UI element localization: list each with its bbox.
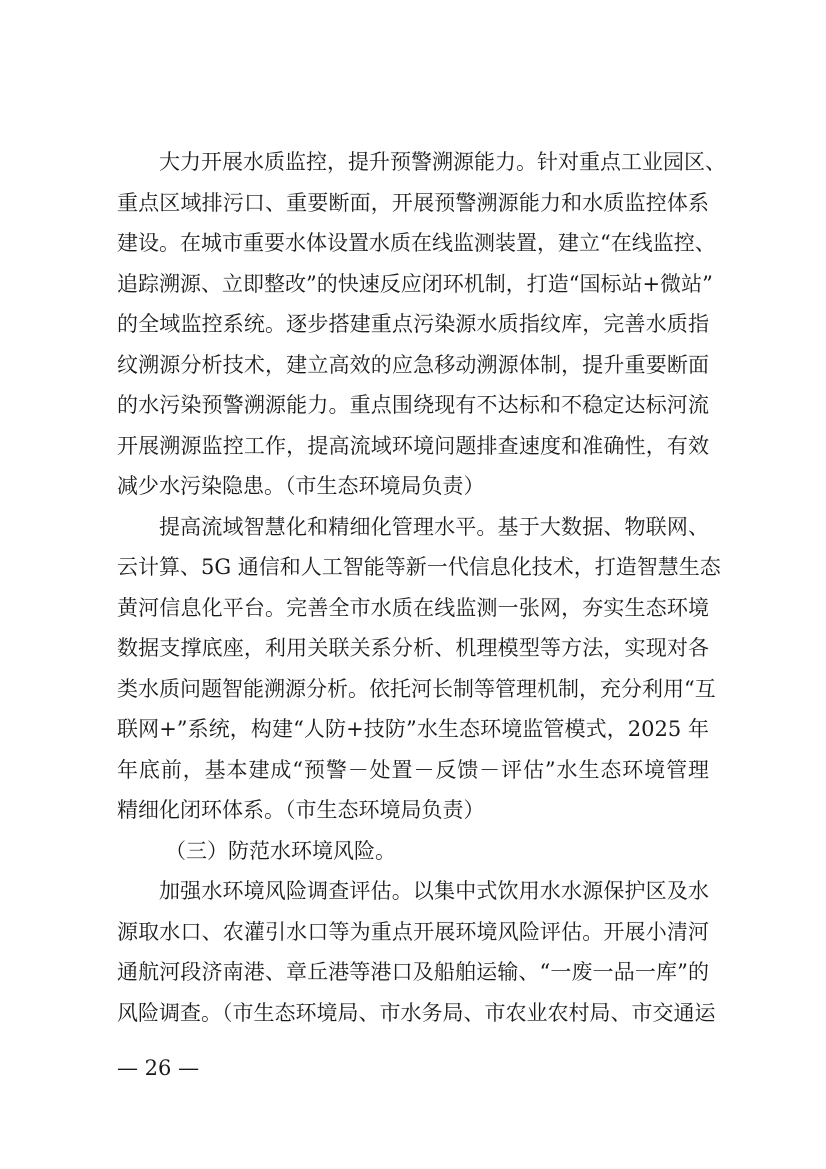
section-heading: （三）防范水环境风险。 <box>165 838 396 863</box>
paragraph-line: 追踪溯源、立即整改”的快速反应闭环机制，打造“国标站+微站” <box>117 271 713 296</box>
paragraph-line: 联网+”系统，构建“人防+技防”水生态环境监管模式，2025 年 <box>117 717 709 741</box>
paragraph-line: 建设。在城市重要水体设置水质在线监测装置，建立“在线监控、 <box>117 231 716 255</box>
paragraph-line: 大力开展水质监控，提升预警溯源能力。针对重点工业园区、 <box>159 150 726 174</box>
paragraph-line: 云计算、5G 通信和人工智能等新一代信息化技术，打造智慧生态 <box>117 555 721 579</box>
paragraph-line: 纹溯源分析技术，建立高效的应急移动溯源体制，提升重要断面 <box>117 352 709 377</box>
paragraph-line: 黄河信息化平台。完善全市水质在线监测一张网，夯实生态环境 <box>117 595 709 620</box>
paragraph-line: 数据支撑底座，利用关联关系分析、机理模型等方法，实现对各 <box>117 636 709 660</box>
paragraph-line: 提高流域智慧化和精细化管理水平。基于大数据、物联网、 <box>159 514 709 539</box>
paragraph-line: 加强水环境风险调查评估。以集中式饮用水水源保护区及水 <box>159 879 709 903</box>
paragraph-line: 的全域监控系统。逐步搭建重点污染源水质指纹库，完善水质指 <box>117 312 709 336</box>
paragraph-line: 通航河段济南港、章丘港等港口及船舶运输、“一废一品一库”的 <box>117 960 709 984</box>
paragraph-line: 开展溯源监控工作，提高流域环境问题排查速度和准确性，有效 <box>117 433 709 458</box>
page-number: — 26 — <box>117 1056 200 1080</box>
paragraph-line: 类水质问题智能溯源分析。依托河长制等管理机制，充分利用“互 <box>117 676 716 701</box>
body-text <box>117 142 726 1033</box>
paragraph-line: 源取水口、农灌引水口等为重点开展环境风险评估。开展小清河 <box>117 919 709 944</box>
paragraph-line: 重点区域排污口、重要断面，开展预警溯源能力和水质监控体系 <box>117 190 709 215</box>
paragraph-line: 精细化闭环体系。（市生态环境局负责） <box>117 798 485 822</box>
paragraph-line: 减少水污染隐患。（市生态环境局负责） <box>117 474 485 498</box>
paragraph-line: 的水污染预警溯源能力。重点围绕现有不达标和不稳定达标河流 <box>117 393 709 417</box>
paragraph-line: 风险调查。（市生态环境局、市水务局、市农业农村局、市交通运 <box>117 1000 716 1025</box>
paragraph-line: 年底前，基本建成“预警－处置－反馈－评估”水生态环境管理 <box>117 757 709 782</box>
